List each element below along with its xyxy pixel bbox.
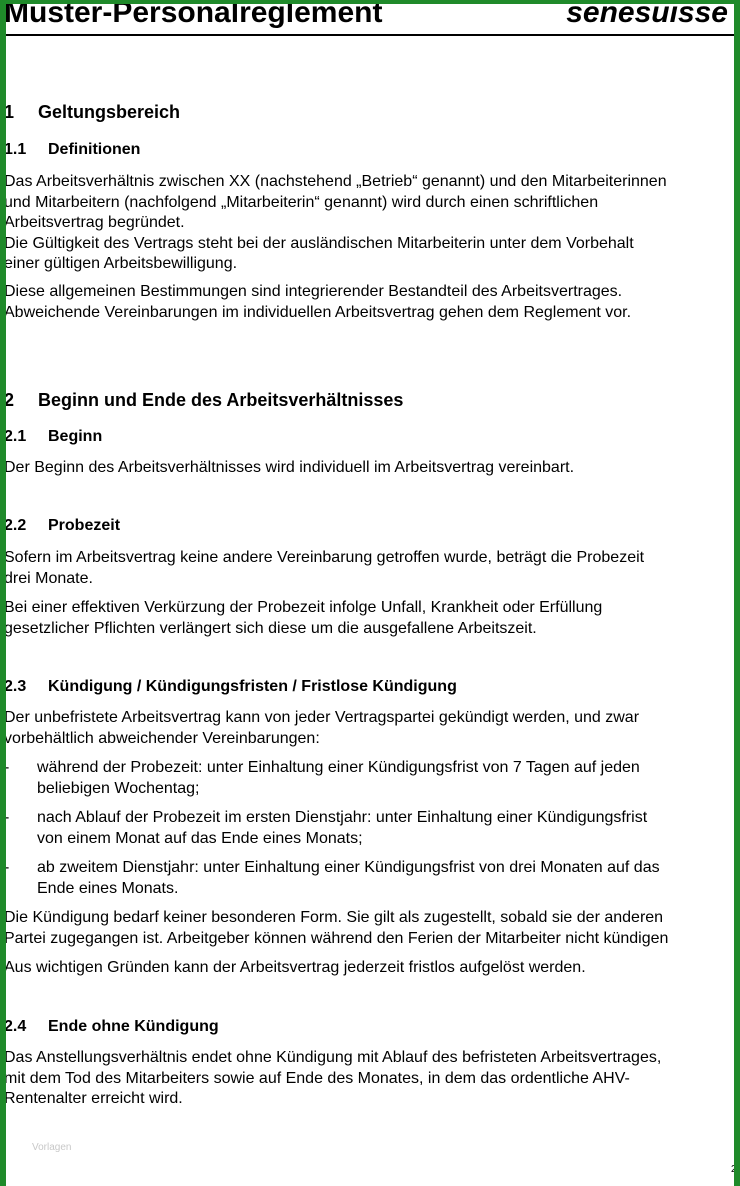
brand-name: senesuisse [566, 0, 728, 29]
subsection-number: 2.4 [4, 1018, 27, 1035]
paragraph: Der unbefristete Arbeitsvertrag kann von jeder Vertragspartei gekündigt werden, und zwar vorbehältlich abweichender Vereinbarungen: [4, 709, 640, 747]
section-title: Beginn und Ende des Arbeitsverhältnisses [38, 390, 404, 410]
subsection-title: Ende ohne Kündigung [48, 1018, 219, 1035]
subsection-number: 2.2 [4, 517, 27, 534]
section-number: 1 [4, 102, 15, 122]
page-number: 2 [731, 1164, 737, 1175]
list-item-text: während der Probezeit: unter Einhaltung einer Kündigungsfrist von 7 Tagen auf jeden beliebigen Wochentag; [37, 759, 640, 797]
paragraph: Die Kündigung bedarf keiner besonderen Form. Sie gilt als zugestellt, sobald sie der anderen Partei zugegangen ist. Arbeitgeber können während den Ferien der Mitarbeiter nicht kündigen [4, 909, 669, 947]
paragraph: Aus wichtigen Gründen kann der Arbeitsvertrag jederzeit fristlos aufgelöst werden. [4, 959, 586, 976]
subsection-title: Definitionen [48, 141, 141, 158]
list-item-text: ab zweitem Dienstjahr: unter Einhaltung einer Kündigungsfrist von drei Monaten auf das Ende eines Monats. [37, 859, 660, 897]
watermark-text: Vorlagen [32, 1142, 72, 1153]
subsection-2-3-heading [4, 678, 457, 696]
list-bullet: - [4, 809, 10, 826]
section-number: 2 [4, 390, 15, 410]
subsection-title: Probezeit [48, 517, 121, 534]
paragraph: Bei einer effektiven Verkürzung der Probezeit infolge Unfall, Krankheit oder Erfüllung gesetzlicher Pflichten verlängert sich diese um die ausgefallene Arbeitszeit. [4, 599, 603, 637]
paragraph: Das Arbeitsverhältnis zwischen XX (nachstehend „Betrieb“ genannt) und den Mitarbeiterinnen und Mitarbeitern (nachfolgend „Mitarbeiterin“ genannt) wird durch einen schriftlichen Arbeitsvertrag begründet. Die Gültigkeit des Vertrags steht bei der ausländischen Mitarbeiterin unter dem Vorbehalt einer gültigen Arbeitsbewilligung. [4, 173, 667, 272]
section-2-heading [4, 390, 403, 411]
list-bullet: - [4, 859, 10, 876]
paragraph: Diese allgemeinen Bestimmungen sind integrierender Bestandteil des Arbeitsvertrages. Abweichende Vereinbarungen im individuellen Arbeitsvertrag gehen dem Reglement vor. [4, 283, 632, 321]
subsection-number: 1.1 [4, 141, 27, 158]
document-header [4, 0, 734, 36]
section-title: Geltungsbereich [38, 102, 181, 122]
document-title: Muster-Personalreglement [4, 0, 383, 29]
subsection-2-2-heading [4, 517, 120, 535]
subsection-title: Beginn [48, 428, 103, 445]
paragraph: Sofern im Arbeitsvertrag keine andere Vereinbarung getroffen wurde, beträgt die Probezeit drei Monate. [4, 549, 645, 587]
paragraph: Der Beginn des Arbeitsverhältnisses wird individuell im Arbeitsvertrag vereinbart. [4, 459, 575, 476]
subsection-2-1-heading [4, 428, 102, 446]
list-item-text: nach Ablauf der Probezeit im ersten Dienstjahr: unter Einhaltung einer Kündigungsfrist von einem Monat auf das Ende eines Monats; [37, 809, 648, 847]
list-bullet: - [4, 759, 10, 776]
paragraph: Das Anstellungsverhältnis endet ohne Kündigung mit Ablauf des befristeten Arbeitsvertrages, mit dem Tod des Mitarbeiters sowie auf Ende des Monates, in dem das ordentliche AHV- Rentenalter erreicht wird. [4, 1049, 662, 1107]
subsection-1-1-heading [4, 141, 140, 159]
subsection-2-4-heading [4, 1018, 219, 1036]
subsection-number: 2.3 [4, 678, 27, 695]
subsection-title: Kündigung / Kündigungsfristen / Fristlose Kündigung [48, 678, 457, 695]
subsection-number: 2.1 [4, 428, 27, 445]
section-1-heading [4, 102, 180, 123]
